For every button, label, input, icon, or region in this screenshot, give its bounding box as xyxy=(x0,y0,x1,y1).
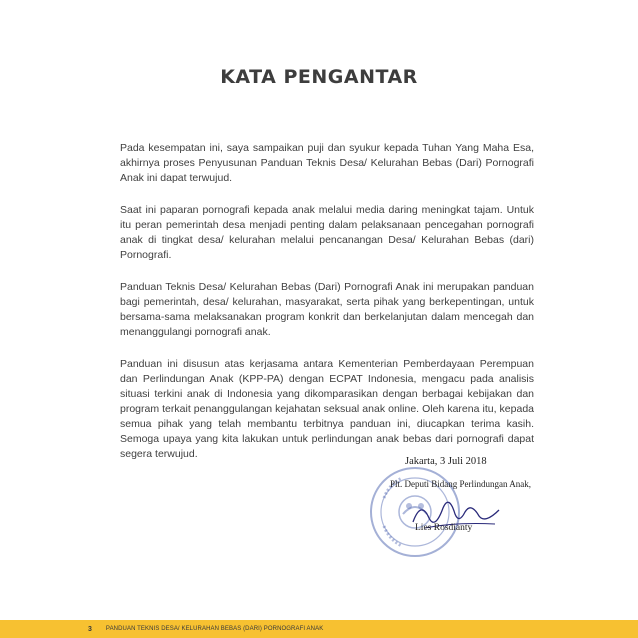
page-number: 3 xyxy=(88,625,92,633)
signature-place-date: Jakarta, 3 Juli 2018 xyxy=(405,456,487,467)
signature-block xyxy=(360,452,570,562)
page-title: KATA PENGANTAR xyxy=(220,66,418,88)
paragraph-1: Pada kesempatan ini, saya sampaikan puji dan syukur kepada Tuhan Yang Maha Esa, akhirnya proses Penyusunan Panduan Teknis Desa/ Kelurahan Bebas (Dari) Pornografi Anak ini dapat terwujud. xyxy=(120,142,534,184)
paragraph-3: Panduan Teknis Desa/ Kelurahan Bebas (Dari) Pornografi Anak ini merupakan panduan bagi pemerintah, desa/ kelurahan, masyarakat, serta pihak yang berkepentingan, untuk bersama-sama melaksanakan program konkrit dan berkelanjutan dalam mencegah dan menanggulangi pornografi anak. xyxy=(120,281,534,338)
body-text xyxy=(120,141,534,479)
handwritten-signature-icon xyxy=(395,492,515,542)
paragraph-4: Panduan ini disusun atas kerjasama antara Kementerian Pemberdayaan Perempuan dan Perlindungan Anak (KPP-PA) dengan ECPAT Indonesia, mengacu pada analisis situasi terkini anak di Indonesia yang dikomparasikan dengan berbagai kebijakan dan program terkait penanggulangan kejahatan seksual anak online. Oleh karena itu, kepada semua pihak yang telah membantu terbitnya panduan ini, diucapkan terima kasih. Semoga upaya yang kita lakukan untuk perlindungan anak bebas dari pornografi dapat segera terwujud. xyxy=(120,358,534,460)
signature-position: Plt. Deputi Bidang Perlindungan Anak, xyxy=(390,479,531,489)
footer-title: PANDUAN TEKNIS DESA/ KELURAHAN BEBAS (DARI) PORNOGRAFI ANAK xyxy=(105,626,324,632)
paragraph-2: Saat ini paparan pornografi kepada anak melalui media daring meningkat tajam. Untuk itu peran pemerintah desa menjadi penting dalam pelaksanaan pencegahan pornografi anak di tingkat desa/ kelurahan melalui pencanangan Desa/ Kelurahan Bebas (dari) Pornografi. xyxy=(120,204,534,261)
signature-name: Lies Rosdianty xyxy=(415,523,473,533)
footer-bar xyxy=(0,620,638,638)
